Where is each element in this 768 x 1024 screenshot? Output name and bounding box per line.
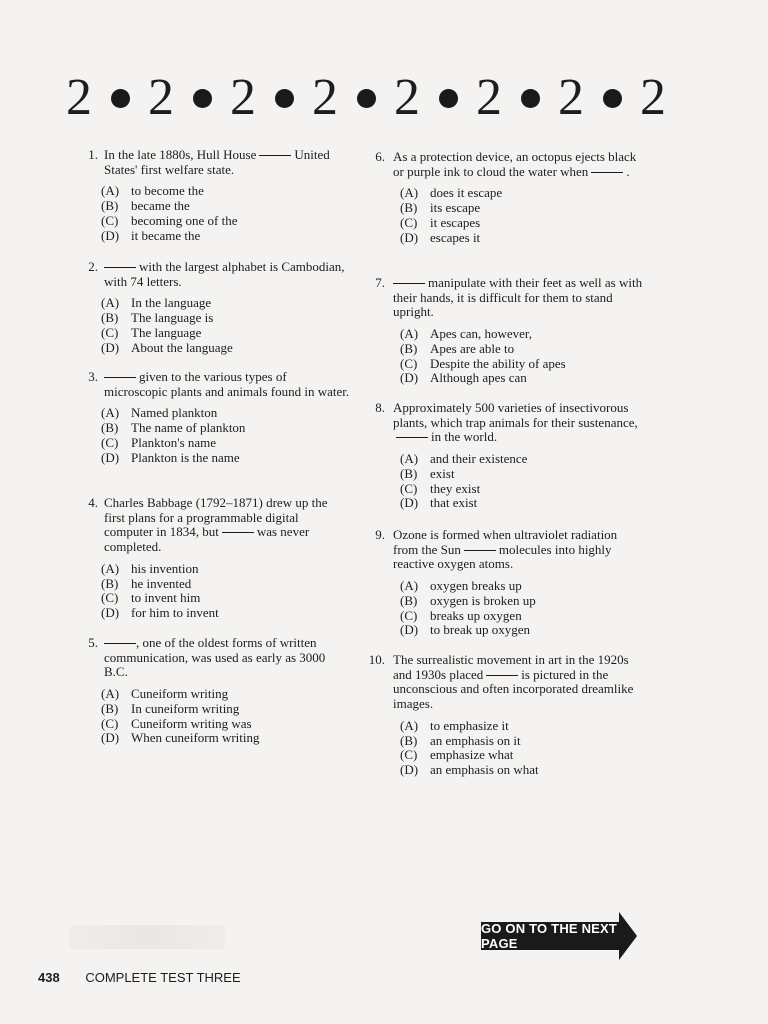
answer-blank [104, 643, 136, 644]
answer-options [78, 406, 350, 465]
answer-options [365, 452, 645, 511]
answer-option[interactable]: (B) he invented [101, 575, 192, 591]
question-number: 5. [88, 635, 98, 650]
answer-option[interactable]: (D) When cuneiform writing [101, 730, 260, 746]
answer-option[interactable]: (D) escapes it [400, 229, 481, 245]
question-number: 8. [375, 400, 385, 415]
question-number: 9. [375, 527, 385, 542]
question-8 [365, 401, 645, 511]
question-number: 6. [375, 149, 385, 164]
answer-option[interactable]: (A) Named plankton [101, 405, 218, 421]
answer-option[interactable]: (C) Despite the ability of apes [400, 355, 566, 371]
section-number: 2 [558, 69, 584, 126]
answer-option[interactable]: (B) The name of plankton [101, 420, 246, 436]
answer-option[interactable]: (B) oxygen is broken up [400, 592, 536, 608]
answer-option[interactable]: (A) and their existence [400, 451, 528, 467]
answer-blank [486, 675, 518, 676]
answer-option[interactable]: (C) emphasize what [400, 747, 514, 763]
answer-options [365, 579, 645, 638]
answer-option[interactable]: (B) Apes are able to [400, 340, 515, 356]
answer-option[interactable]: (A) his invention [101, 560, 199, 576]
question-number: 2. [88, 259, 98, 274]
section-number: 2 [640, 69, 666, 126]
question-6 [365, 150, 645, 245]
answer-option[interactable]: (A) Cuneiform writing [101, 686, 229, 702]
question-stem: manipulate with their feet as well as with their hands, it is difficult for them to stand upright. [393, 275, 643, 320]
question-stem: given to the various types of microscopic plants and animals found in water. [104, 369, 350, 399]
bullet-dot [275, 89, 294, 108]
answer-option[interactable]: (C) The language [101, 324, 202, 340]
question-10 [365, 653, 645, 778]
answer-blank [393, 283, 425, 284]
answer-option[interactable]: (C) they exist [400, 480, 481, 496]
answer-option[interactable]: (B) became the [101, 198, 190, 214]
answer-option[interactable]: (B) its escape [400, 200, 481, 216]
question-3 [78, 370, 350, 465]
question-stem: As a protection device, an octopus ejects black or purple ink to cloud the water when . [393, 149, 637, 179]
go-on-banner [481, 922, 619, 950]
answer-blank [222, 532, 254, 533]
section-number: 2 [66, 69, 92, 126]
answer-option[interactable]: (D) an emphasis on what [400, 761, 539, 777]
answer-blank [104, 267, 136, 268]
answer-option[interactable]: (B) exist [400, 465, 455, 481]
answer-option[interactable]: (B) In cuneiform writing [101, 700, 240, 716]
answer-option[interactable]: (C) Plankton's name [101, 434, 217, 450]
arrow-right-icon [619, 912, 637, 960]
answer-options [365, 186, 645, 245]
answer-option[interactable]: (D) Although apes can [400, 370, 527, 386]
answer-option[interactable]: (B) The language is [101, 310, 214, 326]
bullet-dot [439, 89, 458, 108]
answer-option[interactable]: (D) for him to invent [101, 604, 219, 620]
answer-blank [259, 155, 291, 156]
answer-options [365, 719, 645, 778]
section-header [66, 68, 666, 128]
answer-option[interactable]: (C) becoming one of the [101, 212, 238, 228]
answer-blank [591, 172, 623, 173]
question-2 [78, 260, 350, 355]
question-9 [365, 528, 645, 638]
answer-option[interactable]: (A) does it escape [400, 185, 503, 201]
section-number: 2 [476, 69, 502, 126]
answer-option[interactable]: (D) that exist [400, 495, 478, 511]
answer-option[interactable]: (D) Plankton is the name [101, 449, 240, 465]
bullet-dot [111, 89, 130, 108]
answer-blank [104, 377, 136, 378]
question-4 [78, 496, 350, 621]
answer-option[interactable]: (A) oxygen breaks up [400, 578, 522, 594]
page-number: 438 [38, 970, 60, 985]
question-stem: Ozone is formed when ultraviolet radiation from the Sun molecules into highly reactive oxygen atoms. [393, 527, 618, 572]
answer-option[interactable]: (C) to invent him [101, 590, 201, 606]
bullet-dot [521, 89, 540, 108]
answer-option[interactable]: (A) to emphasize it [400, 717, 509, 733]
question-7 [365, 276, 645, 386]
section-number: 2 [394, 69, 420, 126]
answer-options [78, 184, 350, 243]
question-stem: Approximately 500 varieties of insectivorous plants, which trap animals for their sustenance,in the world. [393, 400, 638, 445]
question-number: 10. [368, 652, 385, 667]
faded-watermark [70, 925, 225, 949]
bullet-dot [603, 89, 622, 108]
answer-option[interactable]: (D) to break up oxygen [400, 622, 531, 638]
question-stem: with the largest alphabet is Cambodian, with 74 letters. [104, 259, 345, 289]
question-stem: In the late 1880s, Hull House United States' first welfare state. [104, 147, 330, 177]
question-number: 3. [88, 369, 98, 384]
answer-options [365, 327, 645, 386]
question-stem: The surrealistic movement in art in the 1920s and 1930s placed is pictured in the unconscious and often incorporated dreamlike images. [393, 652, 634, 712]
answer-option[interactable]: (C) it escapes [400, 214, 481, 230]
answer-option[interactable]: (A) In the language [101, 295, 212, 311]
question-number: 1. [88, 147, 98, 162]
question-1 [78, 148, 350, 243]
answer-option[interactable]: (D) About the language [101, 339, 233, 355]
answer-blank [464, 550, 496, 551]
bullet-dot [193, 89, 212, 108]
answer-blank [396, 437, 428, 438]
answer-option[interactable]: (C) breaks up oxygen [400, 607, 522, 623]
answer-option[interactable]: (D) it became the [101, 227, 201, 243]
footer-title: COMPLETE TEST THREE [85, 970, 241, 985]
answer-options [78, 687, 350, 746]
answer-options [78, 562, 350, 621]
section-number: 2 [148, 69, 174, 126]
go-on-label: GO ON TO THE NEXT PAGE [481, 921, 618, 951]
question-stem: Charles Babbage (1792–1871) drew up the first plans for a programmable digital computer in 1834, but was never completed. [104, 495, 328, 555]
answer-options [78, 296, 350, 355]
answer-option[interactable]: (C) Cuneiform writing was [101, 715, 252, 731]
section-number: 2 [230, 69, 256, 126]
question-number: 4. [88, 495, 98, 510]
section-number: 2 [312, 69, 338, 126]
question-5 [78, 636, 350, 746]
question-stem: , one of the oldest forms of written communication, was used as early as 3000 B.C. [104, 635, 326, 680]
answer-option[interactable]: (A) to become the [101, 183, 204, 199]
question-number: 7. [375, 275, 385, 290]
answer-option[interactable]: (A) Apes can, however, [400, 326, 532, 342]
answer-option[interactable]: (B) an emphasis on it [400, 732, 521, 748]
page-footer [38, 970, 241, 985]
bullet-dot [357, 89, 376, 108]
